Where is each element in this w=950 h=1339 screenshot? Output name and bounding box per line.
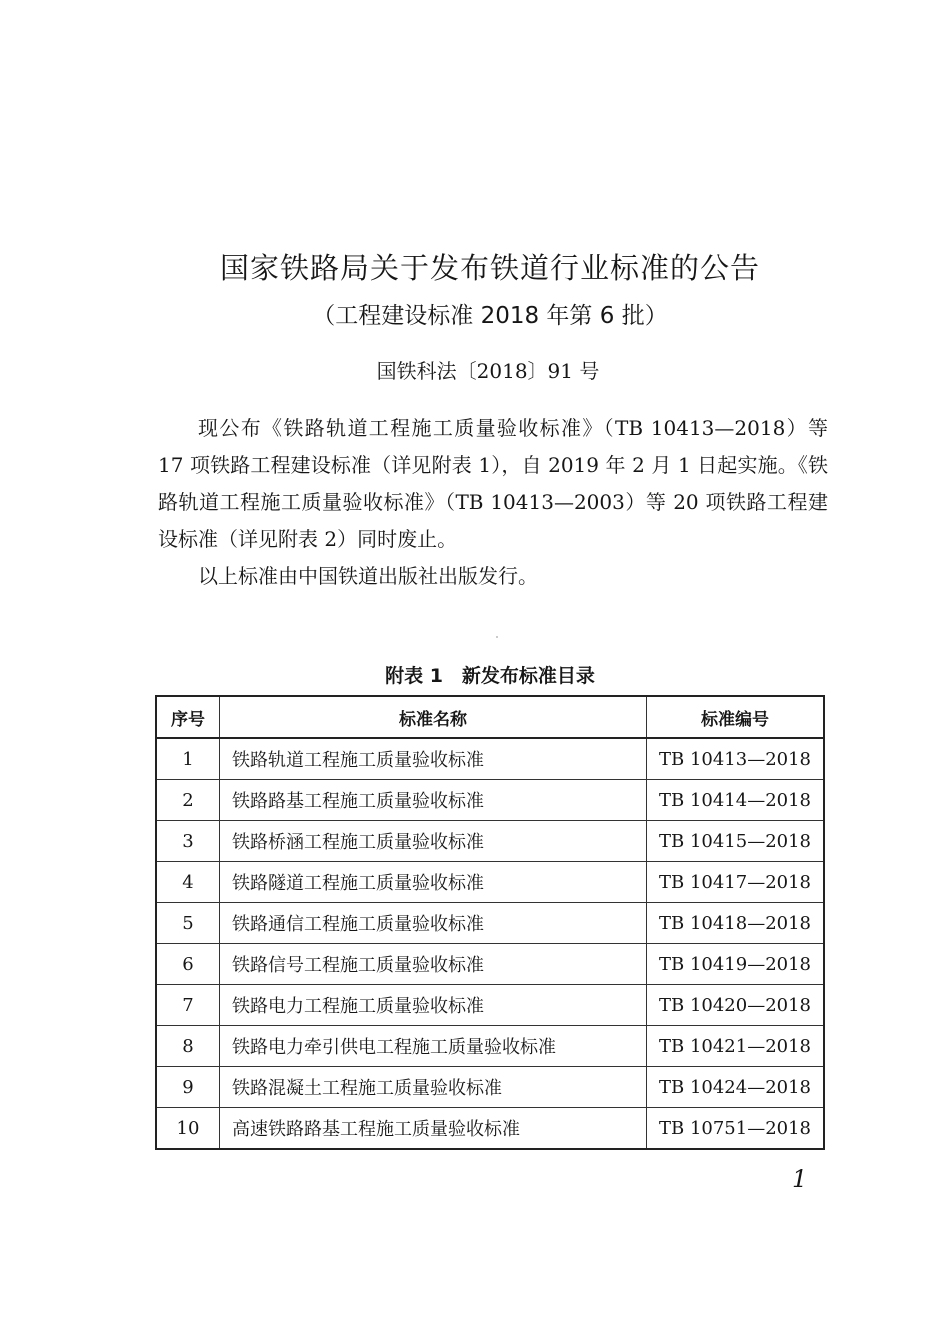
table-row [156,738,824,780]
header-name: 标准名称 [220,696,647,738]
row-seq: 9 [156,1067,220,1108]
row-code: TB 10413—2018 [647,738,825,780]
table-row [156,903,824,944]
row-seq: 1 [156,738,220,780]
row-code: TB 10415—2018 [647,821,825,862]
row-code: TB 10751—2018 [647,1108,825,1150]
row-name: 铁路信号工程施工质量验收标准 [220,944,647,985]
table-row [156,821,824,862]
table-row [156,1108,824,1150]
table-header-row [156,696,824,738]
row-name: 铁路轨道工程施工质量验收标准 [220,738,647,780]
table-row [156,1026,824,1067]
row-name: 铁路混凝土工程施工质量验收标准 [220,1067,647,1108]
row-name: 铁路路基工程施工质量验收标准 [220,780,647,821]
table-row [156,780,824,821]
page-number: 1 [792,1165,808,1193]
row-code: TB 10419—2018 [647,944,825,985]
table-row [156,1067,824,1108]
row-seq: 7 [156,985,220,1026]
row-code: TB 10424—2018 [647,1067,825,1108]
row-code: TB 10421—2018 [647,1026,825,1067]
table-row [156,944,824,985]
row-seq: 4 [156,862,220,903]
header-seq: 序号 [156,696,220,738]
body-paragraph: 以上标准由中国铁道出版社出版发行。 [198,564,538,588]
table-caption: 附表 1 新发布标准目录 [385,665,595,687]
row-code: TB 10420—2018 [647,985,825,1026]
row-name: 铁路桥涵工程施工质量验收标准 [220,821,647,862]
row-code: TB 10414—2018 [647,780,825,821]
row-name: 铁路电力牵引供电工程施工质量验收标准 [220,1026,647,1067]
body-paragraph: 现公布《铁路轨道工程施工质量验收标准》（TB 10413—2018）等 17 项铁路工程建设标准（详见附表 1），自 2019 年 2 月 1 日起实施。《铁路轨道工程施工质量验收标准》（TB 10413—2003）等 20 项铁路工程建设标准（详见附表 2）同时废止。 [158,416,828,551]
document-number: 国铁科法〔2018〕91 号 [376,359,600,383]
row-seq: 3 [156,821,220,862]
table-row [156,985,824,1026]
row-name: 铁路通信工程施工质量验收标准 [220,903,647,944]
standards-table [155,695,825,1150]
row-name: 铁路电力工程施工质量验收标准 [220,985,647,1026]
row-name: 铁路隧道工程施工质量验收标准 [220,862,647,903]
row-code: TB 10418—2018 [647,903,825,944]
announcement-subtitle: （工程建设标准 2018 年第 6 批） [312,303,668,329]
table-body [156,738,824,1149]
row-name: 高速铁路路基工程施工质量验收标准 [220,1108,647,1150]
announcement-title: 国家铁路局关于发布铁道行业标准的公告 [219,251,760,285]
row-seq: 10 [156,1108,220,1150]
row-seq: 8 [156,1026,220,1067]
row-seq: 2 [156,780,220,821]
announcement-body [158,410,828,595]
scan-speck [496,636,498,638]
row-seq: 5 [156,903,220,944]
table-row [156,862,824,903]
header-code: 标准编号 [647,696,825,738]
row-seq: 6 [156,944,220,985]
row-code: TB 10417—2018 [647,862,825,903]
